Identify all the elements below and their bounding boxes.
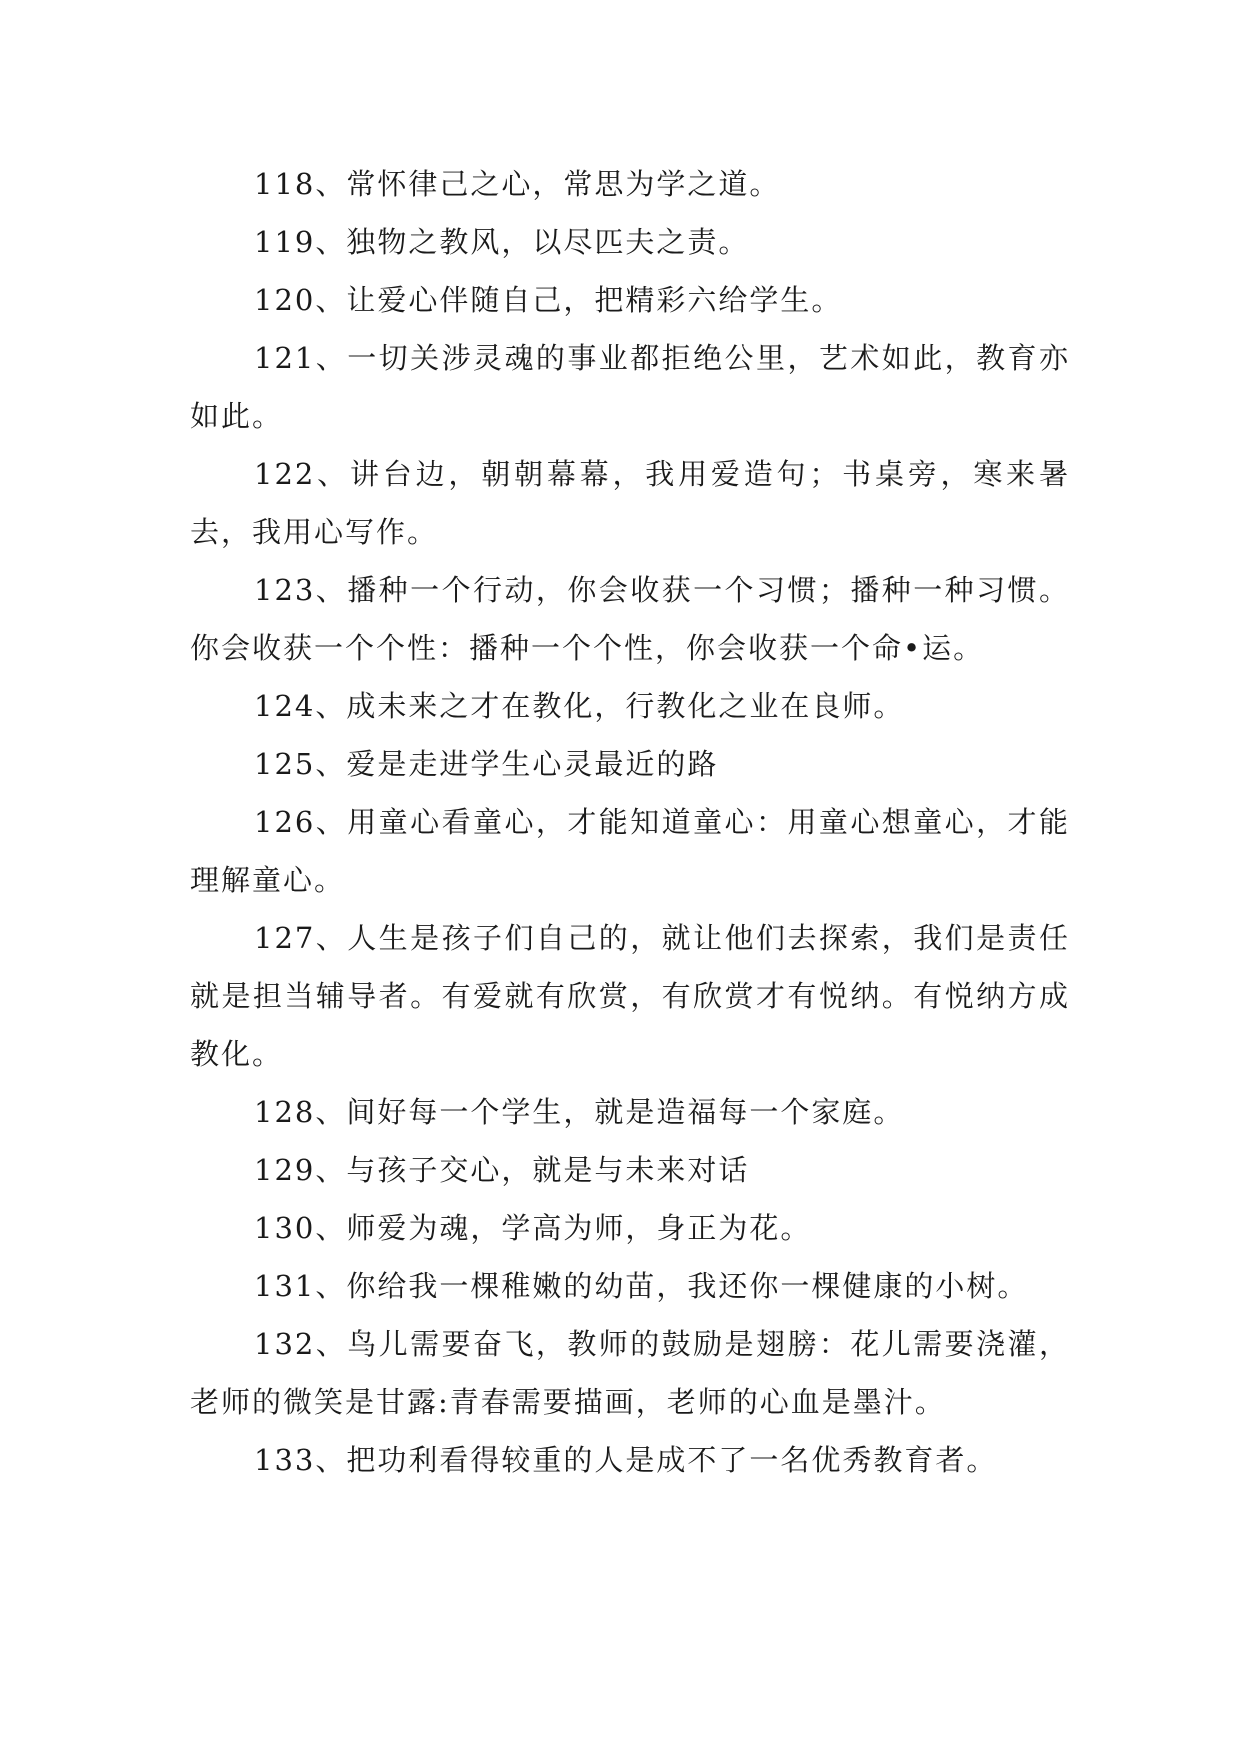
paragraph-129: 129、与孩子交心，就是与未来对话 — [254, 1153, 750, 1187]
paragraph-119: 119、独物之教风，以尽匹夫之责。 — [254, 225, 750, 259]
paragraph-132: 132、鸟儿需要奋飞，教师的鼓励是翅膀：花儿需要浇灌，老师的微笑是甘露:青春需要描画，老师的心血是墨汁。 — [190, 1327, 1070, 1419]
paragraph-120: 120、让爱心伴随自己，把精彩六给学生。 — [254, 283, 843, 317]
paragraph-121: 121、一切关涉灵魂的事业都拒绝公里，艺术如此，教育亦如此。 — [190, 341, 1070, 433]
paragraph-126: 126、用童心看童心，才能知道童心：用童心想童心，才能理解童心。 — [190, 805, 1070, 897]
paragraph-133: 133、把功利看得较重的人是成不了一名优秀教育者。 — [254, 1443, 998, 1477]
paragraph-123: 123、播种一个行动，你会收获一个习惯；播种一种习惯。你会收获一个个性：播种一个个性，你会收获一个命•运。 — [190, 573, 1070, 665]
paragraph-127: 127、人生是孩子们自己的，就让他们去探索，我们是责任就是担当辅导者。有爱就有欣赏，有欣赏才有悦纳。有悦纳方成教化。 — [190, 921, 1070, 1071]
paragraph-124: 124、成未来之才在教化，行教化之业在良师。 — [254, 689, 905, 723]
paragraph-128: 128、间好每一个学生，就是造福每一个家庭。 — [254, 1095, 905, 1129]
paragraph-118: 118、常怀律己之心，常思为学之道。 — [254, 167, 781, 201]
paragraph-125: 125、爱是走进学生心灵最近的路 — [254, 747, 719, 781]
paragraph-130: 130、师爱为魂，学高为师，身正为花。 — [254, 1211, 812, 1245]
document-body — [190, 155, 1070, 1489]
paragraph-122: 122、讲台边，朝朝幕幕，我用爱造句；书桌旁，寒来暑去，我用心写作。 — [190, 457, 1070, 549]
paragraph-131: 131、你给我一棵稚嫩的幼苗，我还你一棵健康的小树。 — [254, 1269, 1029, 1303]
